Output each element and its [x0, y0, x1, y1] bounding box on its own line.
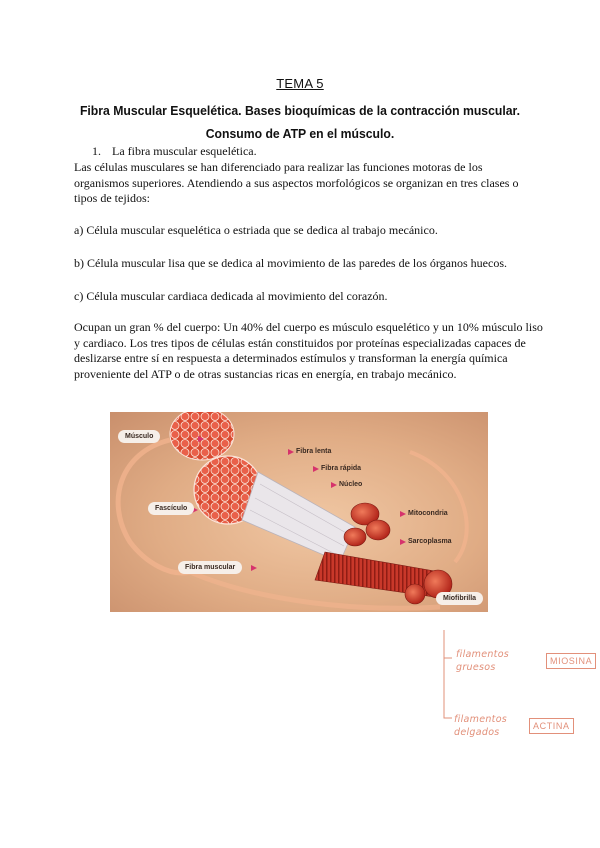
- label-nucleo: Núcleo: [339, 481, 363, 488]
- label-fibra-lenta: Fibra lenta: [296, 448, 332, 455]
- paragraph-c: c) Célula muscular cardiaca dedicada al movimiento del corazón.: [74, 289, 388, 303]
- annotation-actina: ACTINA: [529, 718, 574, 734]
- label-fasciculo: Fascículo: [148, 502, 194, 515]
- annotation-miosina: MIOSINA: [546, 653, 596, 669]
- label-fibra-rapida: Fibra rápida: [321, 465, 362, 472]
- label-fibra-muscular: Fibra muscular: [178, 561, 242, 574]
- annotation-filamentos-gruesos: filamentos gruesos: [456, 649, 510, 673]
- label-mitocondria: Mitocondria: [408, 510, 448, 517]
- page-title: TEMA 5: [276, 76, 324, 91]
- section-heading: [92, 144, 257, 159]
- label-musculo: Músculo: [118, 430, 160, 443]
- annotation-filamentos-delgados: filamentos delgados: [454, 714, 508, 738]
- paragraph-body: Ocupan un gran % del cuerpo: Un 40% del cuerpo es músculo esquelético y un 10% músculo liso y cardiaco. Los tres tipos de células están constituidos por proteínas especializadas capaces de deslizarse entre sí en respuesta a determinados estímulos y transforman la energía química proveniente del ATP o de otras sustancias ricas en energía, en trabajo mecánico.: [74, 320, 543, 381]
- section-heading-text: La fibra muscular esquelética.: [112, 144, 257, 158]
- section-number: 1.: [92, 144, 101, 158]
- label-sarcoplasma: Sarcoplasma: [408, 538, 452, 545]
- label-miofibrilla: Miofibrilla: [436, 592, 483, 605]
- page-subtitle: Fibra Muscular Esquelética. Bases bioquímicas de la contracción muscular. Consumo de ATP en el músculo.: [79, 103, 521, 141]
- paragraph-a: a) Célula muscular esquelética o estriada que se dedica al trabajo mecánico.: [74, 223, 438, 237]
- muscle-anatomy-figure: [110, 412, 488, 612]
- paragraph-intro: Las células musculares se han diferenciado para realizar las funciones motoras de los organismos superiores. Atendiendo a sus aspectos morfológicos se organizan en tres clases o tipos de tejidos:: [74, 160, 519, 206]
- paragraph-b: b) Célula muscular lisa que se dedica al movimiento de las paredes de los órganos huecos.: [74, 256, 507, 270]
